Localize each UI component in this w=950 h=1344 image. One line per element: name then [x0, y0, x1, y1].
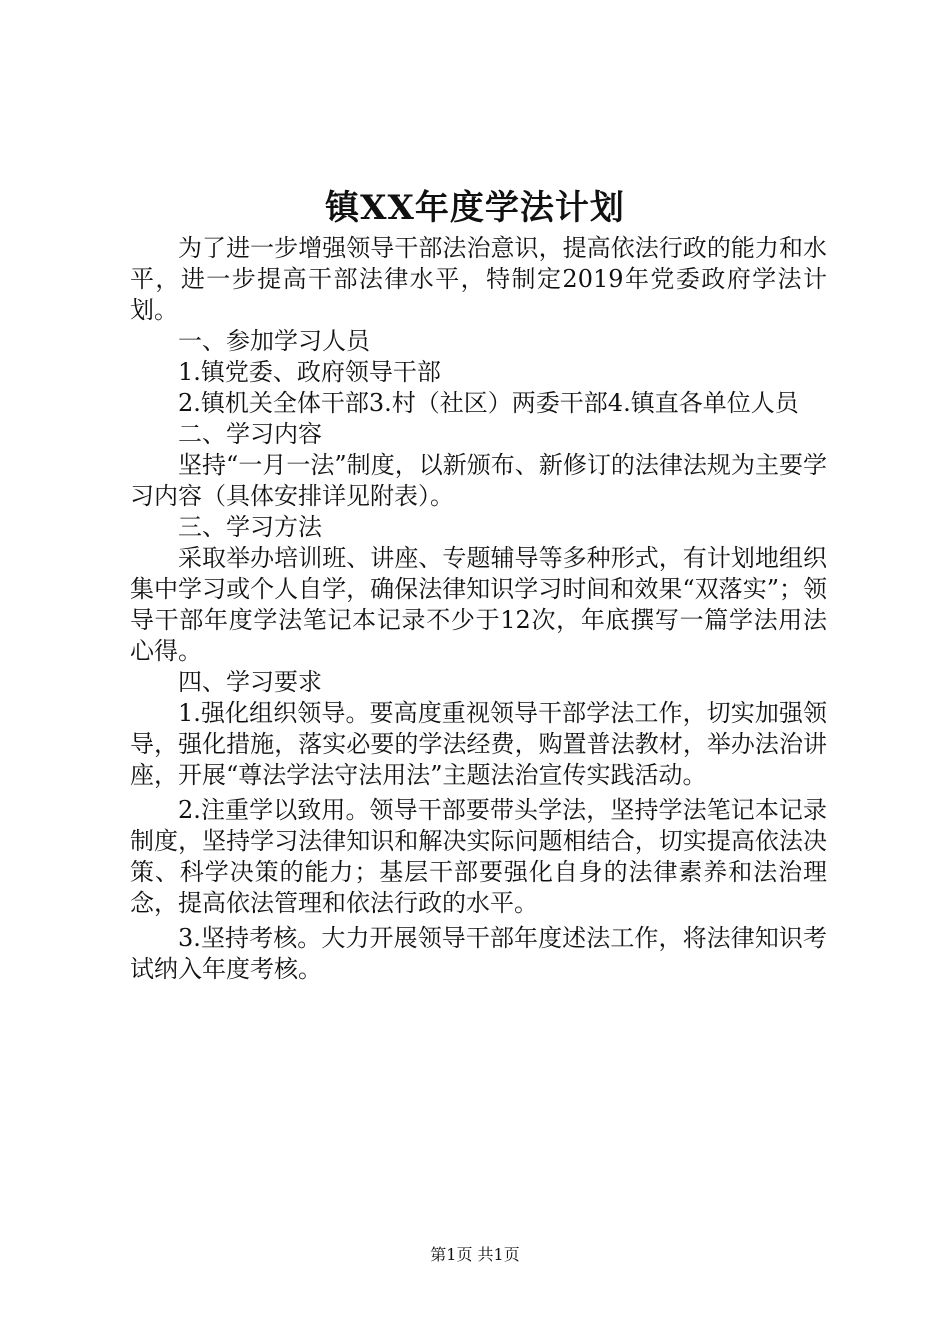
document-body [130, 233, 827, 985]
section-heading-methods: 三、学习方法 [178, 513, 322, 541]
requirement-item-2: 2.注重学以致用。领导干部要带头学法，坚持学法笔记本记录制度，坚持学习法律知识和解决实际问题相结合，切实提高依法决策、科学决策的能力；基层干部要强化自身的法律素养和法治理念，提高依法管理和依法行政的水平。 [130, 796, 827, 917]
section-heading-requirements: 四、学习要求 [178, 668, 322, 696]
participants-item-2: 2.镇机关全体干部3.村（社区）两委干部4.镇直各单位人员 [178, 389, 799, 417]
requirement-item-1: 1.强化组织领导。要高度重视领导干部学法工作，切实加强领导，强化措施，落实必要的学法经费，购置普法教材，举办法治讲座，开展“尊法学法守法用法”主题法治宣传实践活动。 [130, 699, 827, 789]
document-title: 镇XX年度学法计划 [325, 188, 625, 228]
section-heading-participants: 一、参加学习人员 [178, 327, 370, 355]
content-paragraph: 坚持“一月一法”制度，以新颁布、新修订的法律法规为主要学习内容（具体安排详见附表）。 [130, 451, 827, 510]
section-heading-content: 二、学习内容 [178, 420, 322, 448]
methods-paragraph: 采取举办培训班、讲座、专题辅导等多种形式，有计划地组织集中学习或个人自学，确保法律知识学习时间和效果“双落实”；领导干部年度学法笔记本记录不少于12次，年底撰写一篇学法用法心得。 [130, 544, 827, 665]
page-footer: 第1页 共1页 [430, 1245, 520, 1264]
participants-item-1: 1.镇党委、政府领导干部 [178, 358, 441, 386]
requirement-item-3: 3.坚持考核。大力开展领导干部年度述法工作，将法律知识考试纳入年度考核。 [130, 924, 827, 983]
intro-paragraph: 为了进一步增强领导干部法治意识，提高依法行政的能力和水平，进一步提高干部法律水平，特制定2019年党委政府学法计划。 [130, 234, 827, 324]
